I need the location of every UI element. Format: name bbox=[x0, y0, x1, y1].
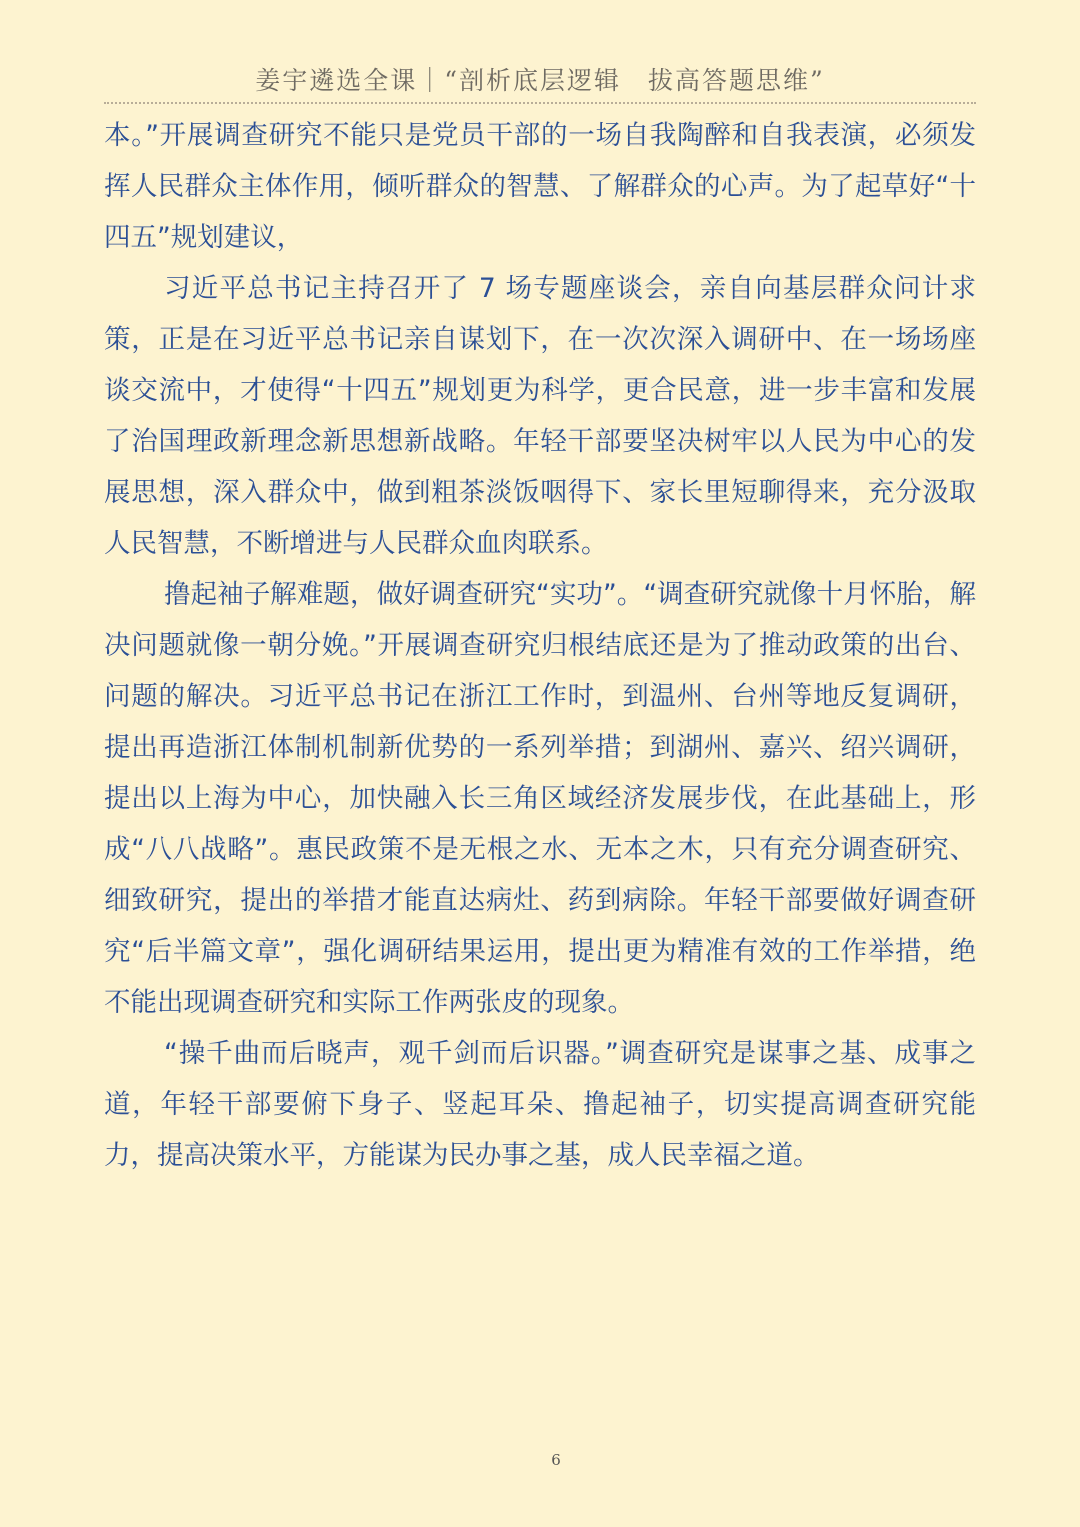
paragraph-continued: 本。”开展调查研究不能只是党员干部的一场自我陶醉和自我表演，必须发挥人民群众主体作用，倾听群众的智慧、了解群众的心声。为了起草好“十四五”规划建议， bbox=[104, 120, 976, 253]
paragraph: 撸起袖子解难题，做好调查研究“实功”。“调查研究就像十月怀胎，解决问题就像一朝分娩。”开展调查研究归根结底还是为了推动政策的出台、问题的解决。习近平总书记在浙江工作时，到温州、台州等地反复调研，提出再造浙江体制机制新优势的一系列举措；到湖州、嘉兴、绍兴调研，提出以上海为中心，加快融入长三角区域经济发展步伐，在此基础上，形成“八八战略”。惠民政策不是无根之水、无本之木，只有充分调查研究、细致研究，提出的举措才能直达病灶、药到病除。年轻干部要做好调查研究“后半篇文章”，强化调研结果运用，提出更为精准有效的工作举措，绝不能出现调查研究和实际工作两张皮的现象。 bbox=[104, 579, 976, 1018]
article-body bbox=[104, 110, 976, 1181]
paragraph: “操千曲而后晓声，观千剑而后识器。”调查研究是谋事之基、成事之道，年轻干部要俯下身子、竖起耳朵、撸起袖子，切实提高调查研究能力，提高决策水平，方能谋为民办事之基，成人民幸福之道。 bbox=[104, 1038, 976, 1171]
paragraph: 习近平总书记主持召开了 7 场专题座谈会，亲自向基层群众问计求策，正是在习近平总书记亲自谋划下，在一次次深入调研中、在一场场座谈交流中，才使得“十四五”规划更为科学，更合民意，进一步丰富和发展了治国理政新理念新思想新战略。年轻干部要坚决树牢以人民为中心的发展思想，深入群众中，做到粗茶淡饭咽得下、家长里短聊得来，充分汲取人民智慧，不断增进与人民群众血肉联系。 bbox=[104, 273, 976, 559]
page-number: 6 bbox=[551, 1451, 561, 1469]
running-header: 姜宇遴选全课｜“剖析底层逻辑 拔高答题思维” bbox=[255, 66, 825, 95]
header-divider bbox=[104, 102, 976, 104]
